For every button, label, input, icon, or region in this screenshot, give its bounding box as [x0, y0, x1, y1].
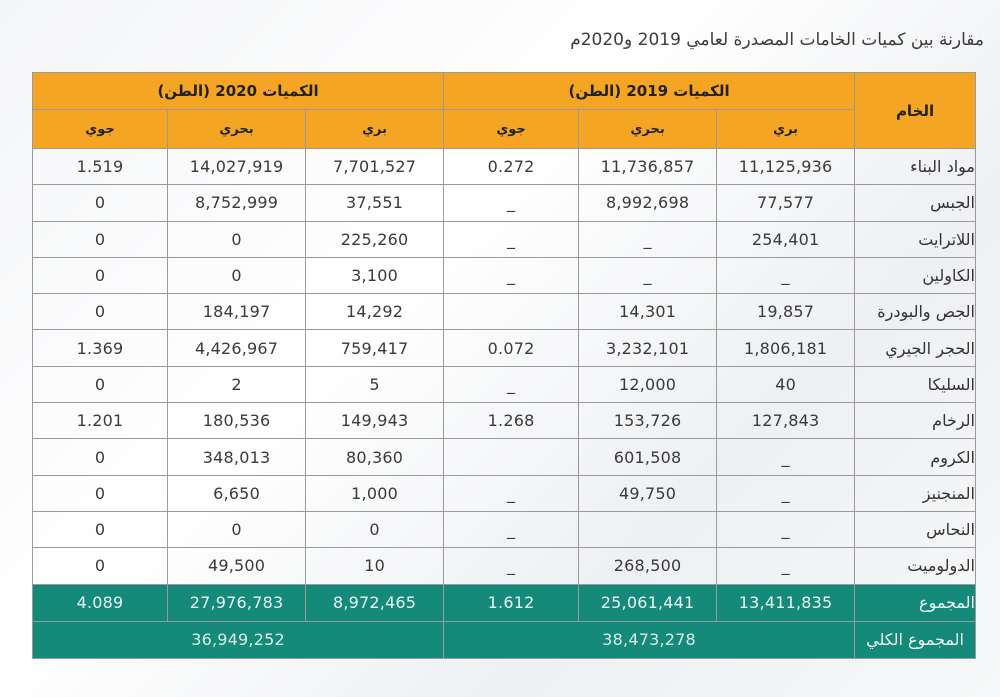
- cell-2020-sea: 180,536: [168, 403, 306, 439]
- cell-2020-sea: 14,027,919: [168, 149, 306, 185]
- group-2020-header: الكميات 2020 (الطن): [33, 73, 444, 110]
- group-2019-header: الكميات 2019 (الطن): [444, 73, 855, 110]
- air-2020-header: جوي: [33, 110, 168, 149]
- cell-2019-land: 254,401: [717, 221, 855, 257]
- cell-2020-air: 1.369: [33, 330, 168, 366]
- material-name: المنجنيز: [855, 475, 976, 511]
- material-name: الدولوميت: [855, 548, 976, 584]
- cell-2020-land: 1,000: [306, 475, 444, 511]
- cell-2019-air: _: [444, 548, 579, 584]
- material-name: السليكا: [855, 366, 976, 402]
- cell-2019-sea: 601,508: [579, 439, 717, 475]
- cell-2019-sea: _: [579, 221, 717, 257]
- cell-2019-air: _: [444, 257, 579, 293]
- cell-2020-land: 759,417: [306, 330, 444, 366]
- land-2019-header: بري: [717, 110, 855, 149]
- cell-2020-air: 0: [33, 257, 168, 293]
- cell-2019-air: _: [444, 511, 579, 547]
- cell-2020-land: 80,360: [306, 439, 444, 475]
- table-row: [33, 366, 976, 402]
- cell-2020-air: 0: [33, 221, 168, 257]
- cell-2019-air: [444, 439, 579, 475]
- total-2019-air: 1.612: [444, 584, 579, 621]
- material-header: الخام: [855, 73, 976, 149]
- cell-2019-sea: _: [579, 257, 717, 293]
- cell-2019-sea: 153,726: [579, 403, 717, 439]
- cell-2020-air: 0: [33, 511, 168, 547]
- cell-2020-air: 0: [33, 548, 168, 584]
- cell-2020-sea: 49,500: [168, 548, 306, 584]
- table-row: [33, 185, 976, 221]
- grand-total-label: المجموع الكلي: [855, 621, 976, 658]
- cell-2020-land: 0: [306, 511, 444, 547]
- material-name: الرخام: [855, 403, 976, 439]
- cell-2019-land: 19,857: [717, 294, 855, 330]
- cell-2020-air: 0: [33, 366, 168, 402]
- cell-2020-land: 7,701,527: [306, 149, 444, 185]
- cell-2020-sea: 0: [168, 511, 306, 547]
- material-name: النحاس: [855, 511, 976, 547]
- sea-2020-header: بحري: [168, 110, 306, 149]
- cell-2019-sea: 8,992,698: [579, 185, 717, 221]
- cell-2019-air: _: [444, 475, 579, 511]
- material-name: الجبس: [855, 185, 976, 221]
- cell-2020-sea: 8,752,999: [168, 185, 306, 221]
- cell-2020-air: 1.519: [33, 149, 168, 185]
- cell-2019-sea: 49,750: [579, 475, 717, 511]
- total-2019-land: 13,411,835: [717, 584, 855, 621]
- cell-2019-air: _: [444, 366, 579, 402]
- cell-2019-air: _: [444, 221, 579, 257]
- cell-2020-land: 3,100: [306, 257, 444, 293]
- table-row: [33, 257, 976, 293]
- cell-2019-land: _: [717, 475, 855, 511]
- total-row: [33, 584, 976, 621]
- table-row: [33, 439, 976, 475]
- cell-2019-sea: [579, 511, 717, 547]
- cell-2020-land: 14,292: [306, 294, 444, 330]
- cell-2020-air: 0: [33, 294, 168, 330]
- cell-2019-land: 11,125,936: [717, 149, 855, 185]
- table-row: [33, 403, 976, 439]
- cell-2019-sea: 3,232,101: [579, 330, 717, 366]
- material-name: اللاترايت: [855, 221, 976, 257]
- cell-2020-air: 1.201: [33, 403, 168, 439]
- total-2020-sea: 27,976,783: [168, 584, 306, 621]
- cell-2019-sea: 268,500: [579, 548, 717, 584]
- cell-2019-land: _: [717, 257, 855, 293]
- table-row: [33, 330, 976, 366]
- cell-2019-air: _: [444, 185, 579, 221]
- cell-2019-sea: 12,000: [579, 366, 717, 402]
- cell-2019-land: _: [717, 439, 855, 475]
- cell-2019-sea: 11,736,857: [579, 149, 717, 185]
- table-row: [33, 511, 976, 547]
- cell-2020-land: 10: [306, 548, 444, 584]
- cell-2019-air: [444, 294, 579, 330]
- cell-2020-air: 0: [33, 185, 168, 221]
- cell-2020-sea: 184,197: [168, 294, 306, 330]
- total-2020-air: 4.089: [33, 584, 168, 621]
- cell-2019-land: 127,843: [717, 403, 855, 439]
- cell-2020-sea: 0: [168, 257, 306, 293]
- material-name: الكاولين: [855, 257, 976, 293]
- cell-2020-air: 0: [33, 475, 168, 511]
- table-row: [33, 149, 976, 185]
- grand-total-2020: 36,949,252: [33, 621, 444, 658]
- cell-2020-land: 149,943: [306, 403, 444, 439]
- table-row: [33, 475, 976, 511]
- total-2020-land: 8,972,465: [306, 584, 444, 621]
- cell-2020-land: 5: [306, 366, 444, 402]
- cell-2019-land: 1,806,181: [717, 330, 855, 366]
- sea-2019-header: بحري: [579, 110, 717, 149]
- cell-2019-air: 0.072: [444, 330, 579, 366]
- table-row: [33, 294, 976, 330]
- cell-2019-land: _: [717, 511, 855, 547]
- land-2020-header: بري: [306, 110, 444, 149]
- cell-2020-sea: 4,426,967: [168, 330, 306, 366]
- grand-total-2019: 38,473,278: [444, 621, 855, 658]
- cell-2020-sea: 0: [168, 221, 306, 257]
- air-2019-header: جوي: [444, 110, 579, 149]
- cell-2020-sea: 348,013: [168, 439, 306, 475]
- grand-total-row: [33, 621, 976, 658]
- cell-2019-land: 40: [717, 366, 855, 402]
- table-caption: مقارنة بين كميات الخامات المصدرة لعامي 2019 و2020م: [570, 30, 984, 50]
- cell-2020-air: 0: [33, 439, 168, 475]
- cell-2020-sea: 6,650: [168, 475, 306, 511]
- cell-2020-sea: 2: [168, 366, 306, 402]
- cell-2019-air: 0.272: [444, 149, 579, 185]
- material-name: الجص والبودرة: [855, 294, 976, 330]
- table-row: [33, 548, 976, 584]
- material-name: الحجر الجيري: [855, 330, 976, 366]
- table-row: [33, 221, 976, 257]
- exports-comparison-table: [32, 72, 976, 659]
- material-name: مواد البناء: [855, 149, 976, 185]
- material-name: الكروم: [855, 439, 976, 475]
- cell-2019-sea: 14,301: [579, 294, 717, 330]
- cell-2019-air: 1.268: [444, 403, 579, 439]
- cell-2020-land: 37,551: [306, 185, 444, 221]
- cell-2019-land: _: [717, 548, 855, 584]
- total-2019-sea: 25,061,441: [579, 584, 717, 621]
- cell-2020-land: 225,260: [306, 221, 444, 257]
- cell-2019-land: 77,577: [717, 185, 855, 221]
- total-label: المجموع: [855, 584, 976, 621]
